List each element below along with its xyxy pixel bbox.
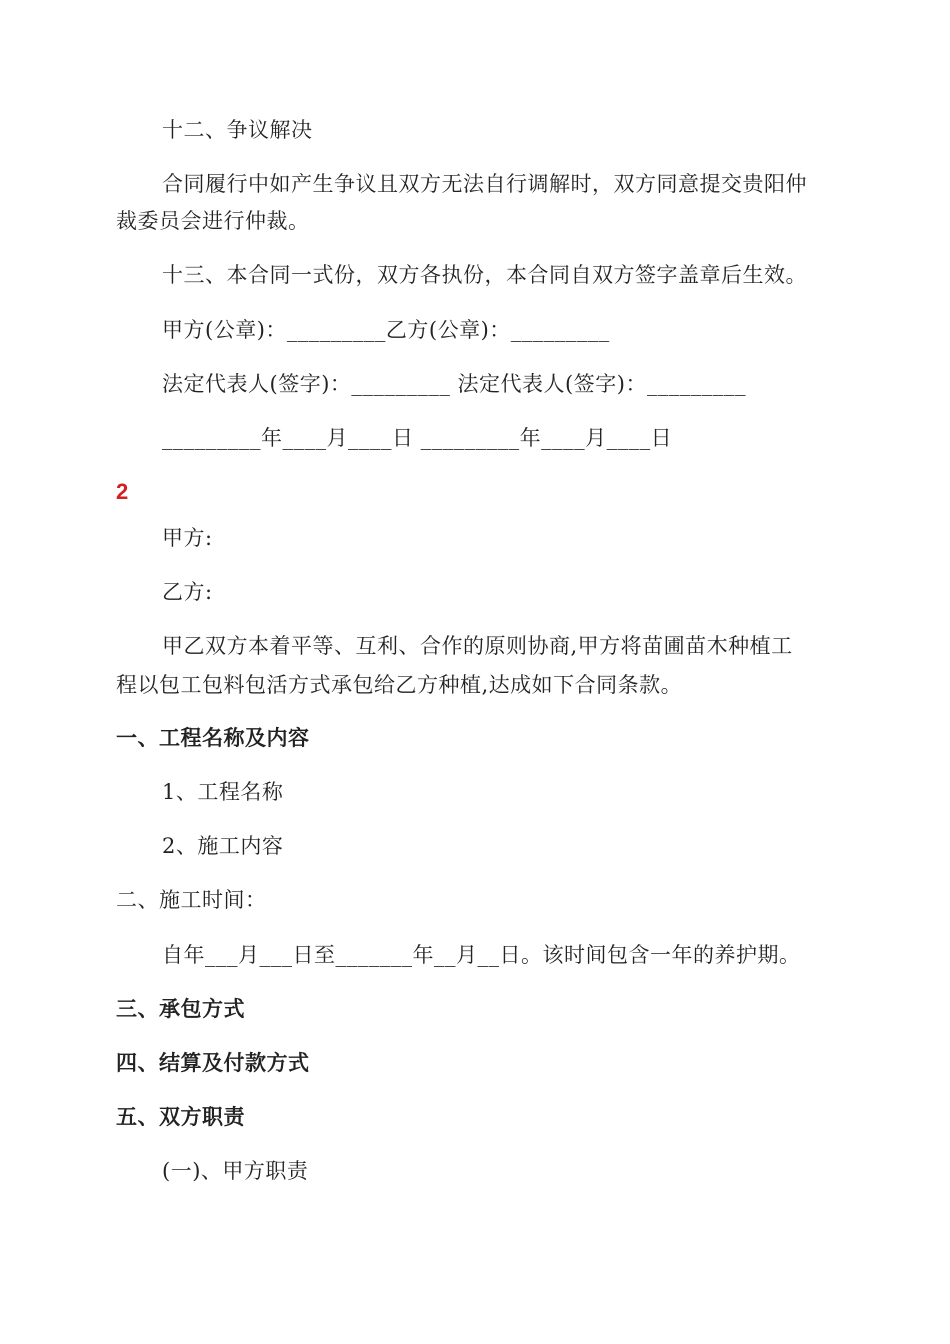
signature-representative-line: 法定代表人(签字)：_________ 法定代表人(签字)：_________ xyxy=(162,372,746,396)
section5-subheading-1: (一)、甲方职责 xyxy=(162,1159,309,1183)
clause12-heading: 十二、争议解决 xyxy=(162,118,313,142)
section1-item2: 2、施工内容 xyxy=(162,834,284,858)
section2-heading: 二、施工时间： xyxy=(116,888,267,912)
section4-heading: 四、结算及付款方式 xyxy=(116,1051,310,1075)
intro-line1: 甲乙双方本着平等、互利、合作的原则协商,甲方将苗圃苗木种植工 xyxy=(162,634,793,658)
section1-item1: 1、工程名称 xyxy=(162,780,284,804)
clause12-text-line1: 合同履行中如产生争议且双方无法自行调解时，双方同意提交贵阳仲 xyxy=(162,172,807,196)
section2-text: 自年___月___日至_______年__月__日。该时间包含一年的养护期。 xyxy=(162,943,801,967)
clause12-text-line2: 裁委员会进行仲裁。 xyxy=(116,209,310,233)
section1-heading: 一、工程名称及内容 xyxy=(116,726,310,750)
section5-heading: 五、双方职责 xyxy=(116,1105,245,1129)
section-number: 2 xyxy=(116,479,129,504)
clause13-text: 十三、本合同一式份，双方各执份，本合同自双方签字盖章后生效。 xyxy=(162,263,807,287)
signature-date-line: _________年____月____日 _________年____月____日 xyxy=(162,426,673,450)
party-a-label: 甲方: xyxy=(162,526,213,550)
section3-heading: 三、承包方式 xyxy=(116,997,245,1021)
signature-party-line: 甲方(公章)：_________乙方(公章)：_________ xyxy=(162,318,610,342)
intro-line2: 程以包工包料包活方式承包给乙方种植,达成如下合同条款。 xyxy=(116,673,683,697)
party-b-label: 乙方: xyxy=(162,580,213,604)
